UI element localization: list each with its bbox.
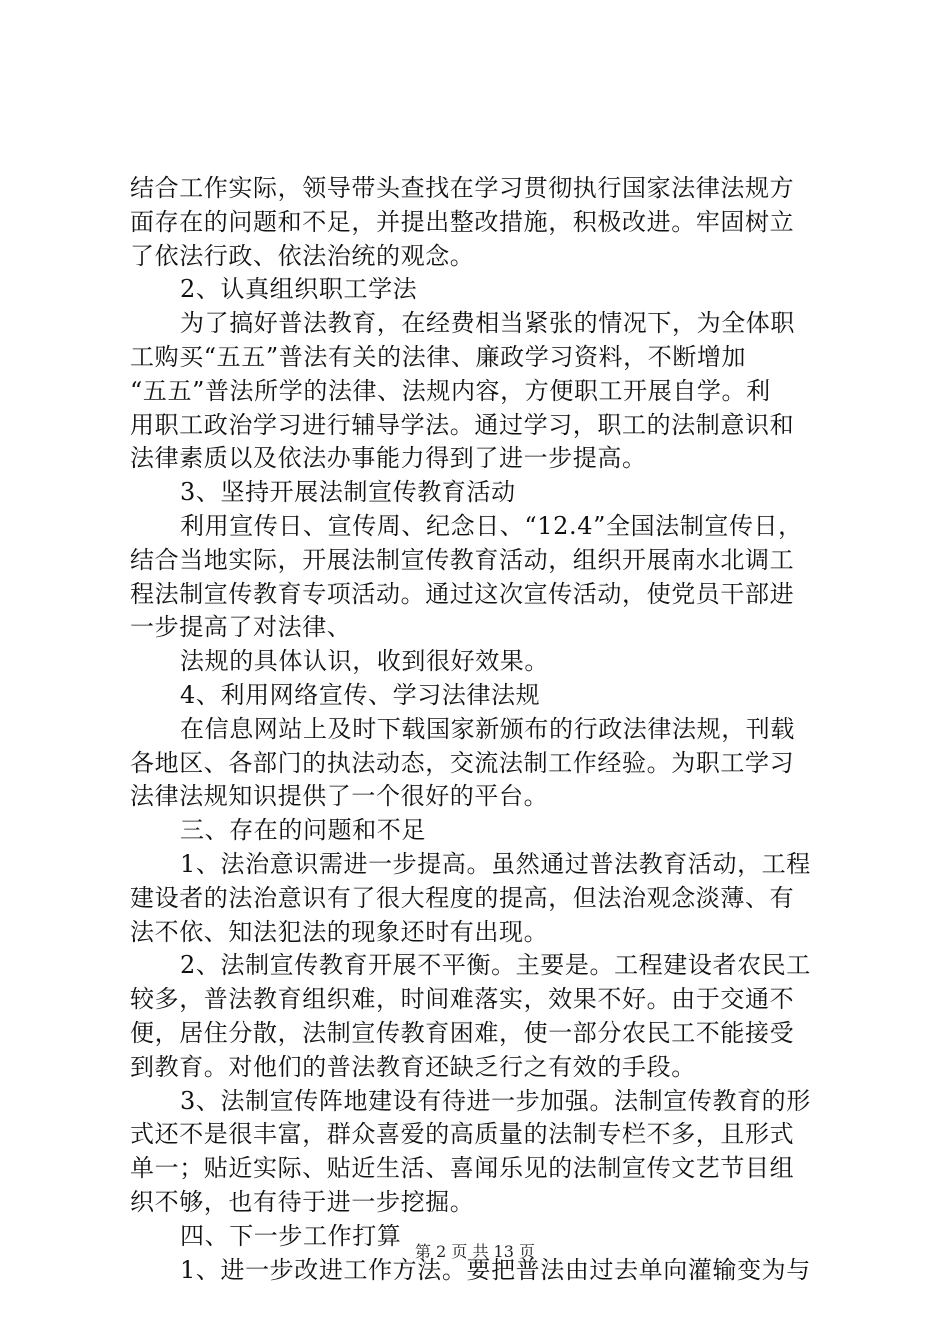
text-line: 程法制宣传教育专项活动。通过这次宣传活动，使党员干部进	[130, 579, 795, 608]
text-line: 法律素质以及依法办事能力得到了进一步提高。	[130, 444, 647, 473]
section-heading: 三、存在的问题和不足	[180, 816, 426, 845]
text-line: 利用宣传日、宣传周、纪念日、“12.4”全国法制宣传日，	[180, 511, 803, 540]
text-line: 面存在的问题和不足，并提出整改措施，积极改进。牢固树立	[130, 207, 795, 236]
text-line: 便，居住分散，法制宣传教育困难，使一部分农民工不能接受	[130, 1018, 795, 1047]
text-line: 3、法制宣传阵地建设有待进一步加强。法制宣传教育的形	[180, 1086, 811, 1115]
section-heading: 2、认真组织职工学法	[180, 275, 418, 304]
text-line: 在信息网站上及时下载国家新颁布的行政法律法规，刊载	[180, 714, 795, 743]
text-line: 织不够，也有待于进一步挖掘。	[130, 1187, 475, 1216]
text-line: 1、进一步改进工作方法。要把普法由过去单向灌输变为与	[180, 1255, 811, 1284]
text-line: 2、法制宣传教育开展不平衡。主要是。工程建设者农民工	[180, 951, 811, 980]
page-number-footer: 第 2 页 共 13 页	[415, 1242, 535, 1261]
text-line: 法不依、知法犯法的现象还时有出现。	[130, 917, 549, 946]
text-line: 结合工作实际，领导带头查找在学习贯彻执行国家法律法规方	[130, 174, 795, 202]
text-line: 结合当地实际，开展法制宣传教育活动，组织开展南水北调工	[130, 545, 795, 574]
text-line: “五五”普法所学的法律、法规内容，方便职工开展自学。利	[130, 376, 771, 405]
text-line: 法律法规知识提供了一个很好的平台。	[130, 782, 549, 811]
text-line: 单一；贴近实际、贴近生活、喜闻乐见的法制宣传文艺节目组	[130, 1154, 795, 1183]
section-heading: 3、坚持开展法制宣传教育活动	[180, 478, 516, 507]
section-heading: 4、利用网络宣传、学习法律法规	[180, 680, 541, 709]
text-line: 建设者的法治意识有了很大程度的提高，但法治观念淡薄、有	[130, 883, 795, 912]
text-line: 为了搞好普法教育，在经费相当紧张的情况下，为全体职	[180, 309, 795, 338]
text-line: 式还不是很丰富，群众喜爱的高质量的法制专栏不多，且形式	[130, 1120, 795, 1149]
text-line: 工购买“五五”普法有关的法律、廉政学习资料，不断增加	[130, 342, 747, 371]
text-line: 各地区、各部门的执法动态，交流法制工作经验。为职工学习	[130, 748, 795, 777]
text-line: 用职工政治学习进行辅导学法。通过学习，职工的法制意识和	[130, 410, 795, 439]
section-heading: 四、下一步工作打算	[180, 1221, 402, 1250]
text-line: 了依法行政、依法治统的观念。	[130, 241, 475, 270]
text-line: 一步提高了对法律、	[130, 613, 352, 642]
text-line: 到教育。对他们的普法教育还缺乏行之有效的手段。	[130, 1052, 696, 1081]
text-line: 法规的具体认识，收到很好效果。	[180, 647, 549, 676]
text-line: 较多，普法教育组织难，时间难落实，效果不好。由于交通不	[130, 985, 795, 1014]
text-line: 1、法治意识需进一步提高。虽然通过普法教育活动，工程	[180, 849, 811, 878]
document-body	[130, 172, 830, 1287]
